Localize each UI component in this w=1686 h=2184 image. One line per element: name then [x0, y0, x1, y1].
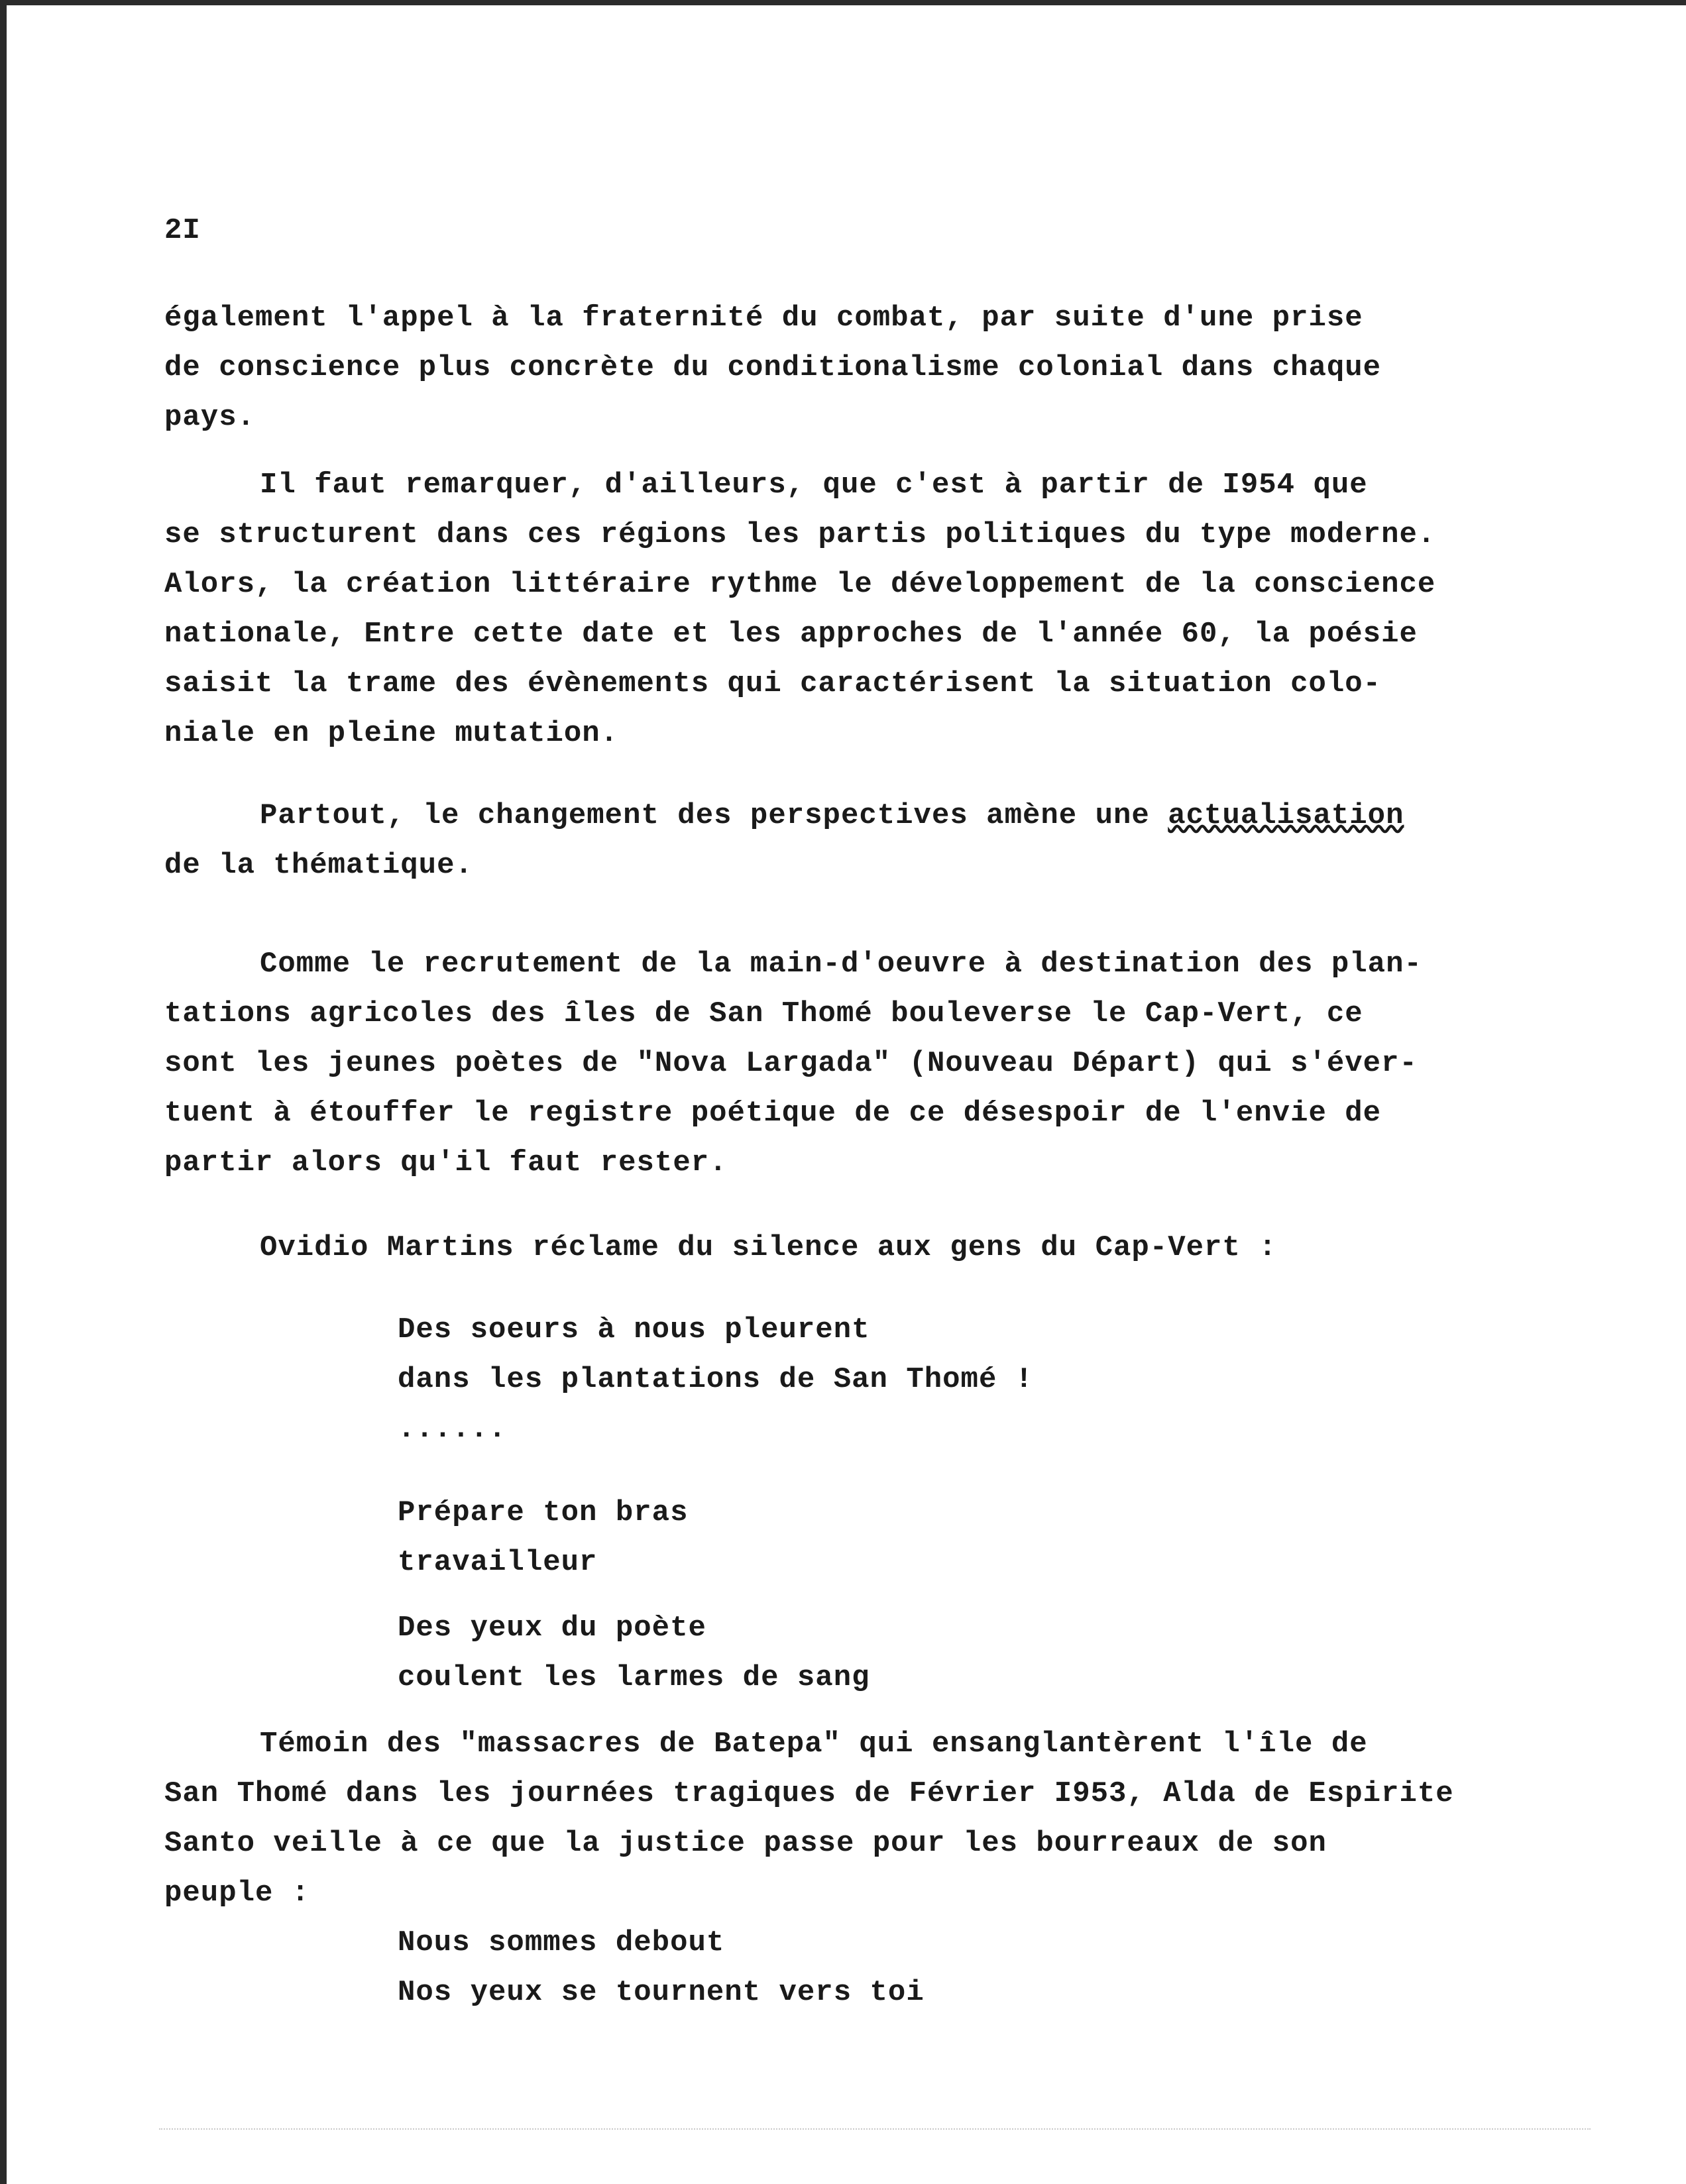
page-number: 2I: [164, 214, 201, 247]
paragraph-4-line-2: tations agricoles des îles de San Thomé bouleverse le Cap-Vert, ce: [164, 997, 1363, 1030]
paragraph-6-line-4: peuple :: [164, 1877, 310, 1910]
bottom-rule: [159, 2128, 1591, 2130]
paragraph-2-line-4: nationale, Entre cette date et les approches de l'année 60, la poésie: [164, 618, 1418, 651]
paragraph-6-line-2: San Thomé dans les journées tragiques de Février I953, Alda de Espirite: [164, 1777, 1454, 1810]
paragraph-5: Ovidio Martins réclame du silence aux gens du Cap-Vert :: [260, 1231, 1277, 1264]
poem-1-line-1: Des soeurs à nous pleurent: [398, 1313, 870, 1346]
poem-1-line-4: travailleur: [398, 1546, 598, 1579]
paragraph-2-line-5: saisit la trame des évènements qui caractérisent la situation colo-: [164, 667, 1382, 700]
poem-1-line-5: Des yeux du poète: [398, 1611, 706, 1645]
paragraph-6-line-3: Santo veille à ce que la justice passe pour les bourreaux de son: [164, 1827, 1327, 1860]
poem-2-line-1: Nous sommes debout: [398, 1926, 725, 1959]
paragraph-4-line-1: Comme le recrutement de la main-d'oeuvre à destination des plan-: [260, 948, 1422, 981]
underlined-word: actualisation: [1168, 799, 1404, 832]
paragraph-1-line-3: pays.: [164, 401, 256, 434]
paragraph-4-line-4: tuent à étouffer le registre poétique de ce désespoir de l'envie de: [164, 1097, 1382, 1130]
poem-2-line-2: Nos yeux se tournent vers toi: [398, 1976, 925, 2009]
paragraph-4-line-5: partir alors qu'il faut rester.: [164, 1146, 728, 1179]
paragraph-1-line-1: également l'appel à la fraternité du combat, par suite d'une prise: [164, 301, 1363, 335]
paragraph-3-text: Partout, le changement des perspectives amène une: [260, 799, 1168, 832]
poem-1-line-6: coulent les larmes de sang: [398, 1661, 870, 1694]
paragraph-2-line-6: niale en pleine mutation.: [164, 717, 619, 750]
paragraph-3-line-1: [260, 797, 1404, 834]
poem-1-ellipsis: ......: [398, 1413, 507, 1446]
paragraph-3-line-2: de la thématique.: [164, 849, 473, 882]
paragraph-4-line-3: sont les jeunes poètes de "Nova Largada" (Nouveau Départ) qui s'éver-: [164, 1047, 1418, 1080]
poem-1-line-3: Prépare ton bras: [398, 1496, 689, 1529]
paragraph-2-line-3: Alors, la création littéraire rythme le développement de la conscience: [164, 568, 1436, 601]
paragraph-2-line-2: se structurent dans ces régions les partis politiques du type moderne.: [164, 518, 1436, 551]
paragraph-2-line-1: Il faut remarquer, d'ailleurs, que c'est à partir de I954 que: [260, 468, 1368, 502]
paragraph-1-line-2: de conscience plus concrète du conditionalisme colonial dans chaque: [164, 351, 1382, 384]
paragraph-6-line-1: Témoin des "massacres de Batepa" qui ensanglantèrent l'île de: [260, 1727, 1368, 1761]
poem-1-line-2: dans les plantations de San Thomé !: [398, 1363, 1034, 1396]
